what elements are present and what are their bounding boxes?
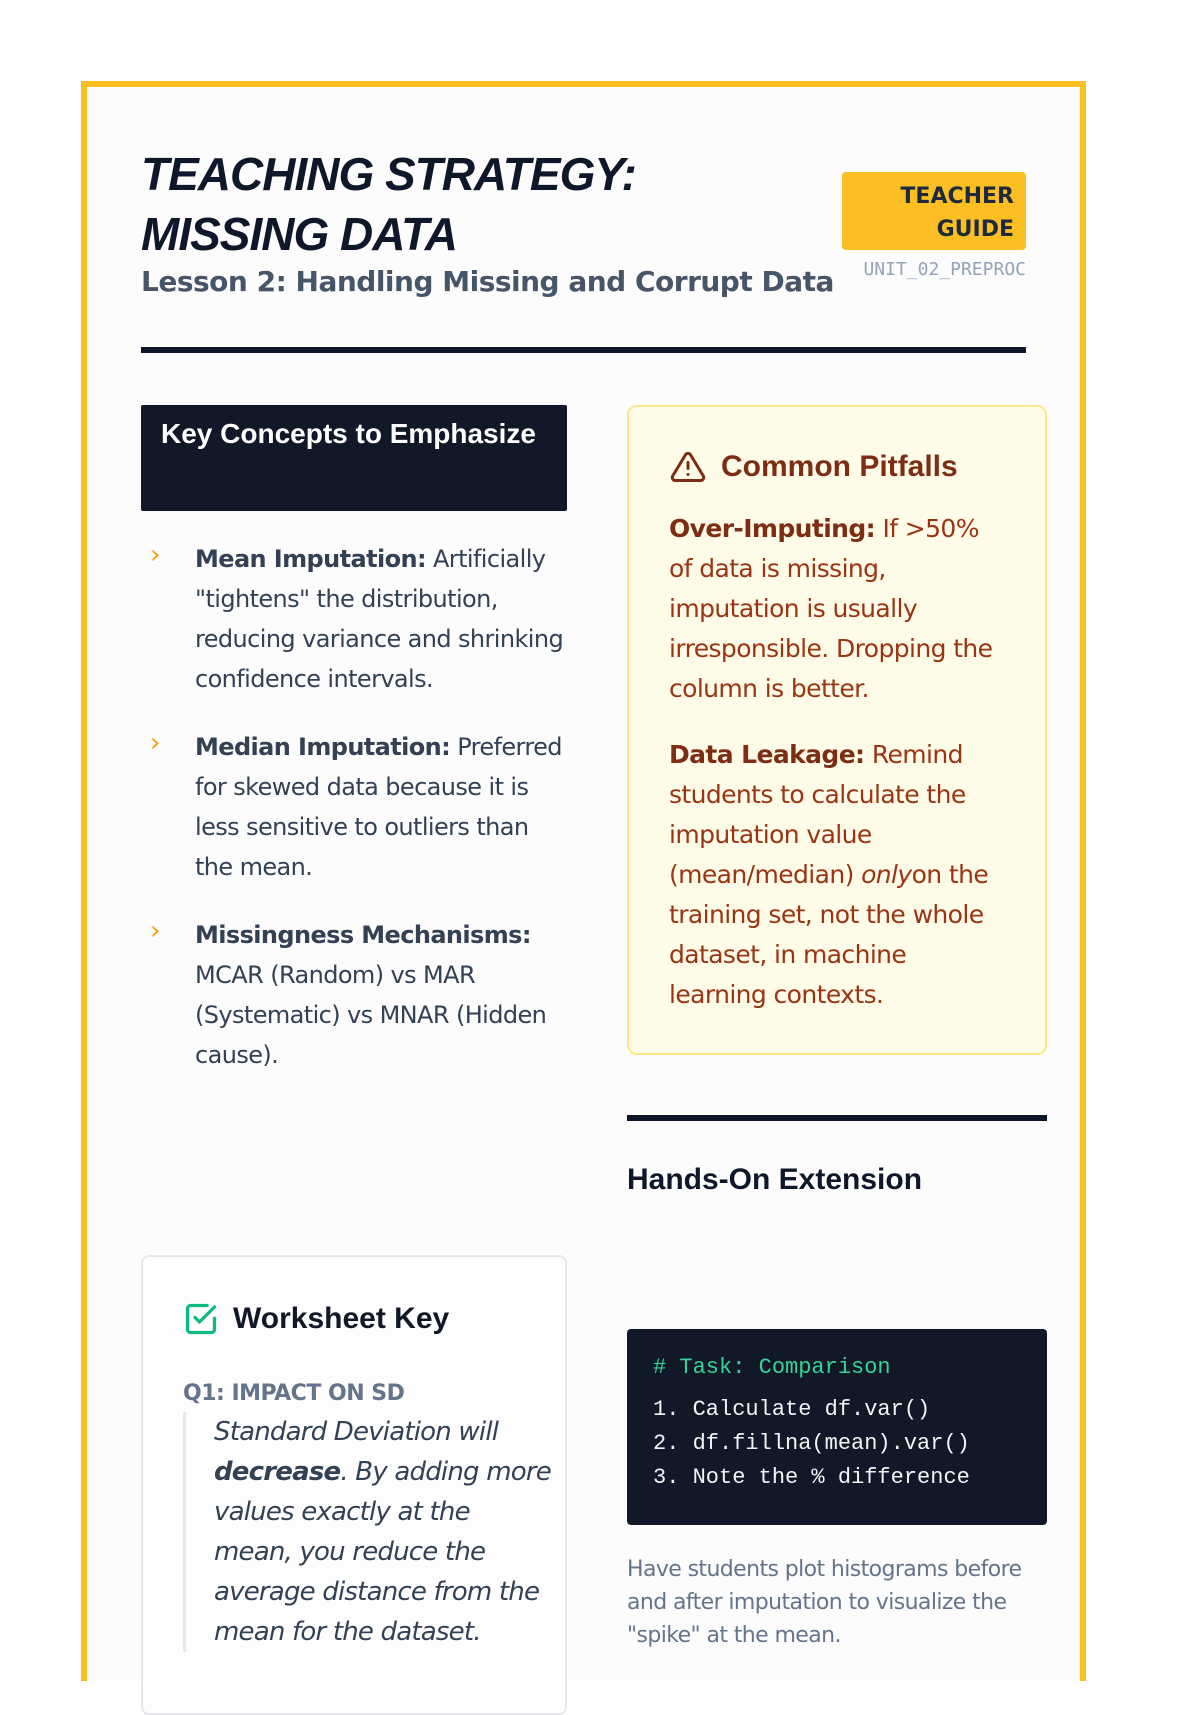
pitfalls-heading-text: Common Pitfalls bbox=[721, 450, 958, 483]
pitfalls-heading bbox=[669, 449, 1005, 485]
concept-term: Mean Imputation: bbox=[195, 545, 426, 573]
pitfall-emphasis: only bbox=[861, 860, 912, 889]
key-concepts-heading: Key Concepts to Emphasize bbox=[141, 405, 567, 511]
worksheet-answer bbox=[183, 1412, 554, 1652]
page-title bbox=[141, 144, 636, 264]
common-pitfalls-card bbox=[627, 405, 1047, 1055]
guide-frame bbox=[81, 81, 1086, 1681]
answer-emphasis: decrease bbox=[214, 1457, 341, 1487]
hands-on-heading: Hands-On Extension bbox=[627, 1163, 923, 1196]
concept-item bbox=[141, 915, 567, 1075]
answer-text-start: Standard Deviation will bbox=[214, 1417, 499, 1447]
chevron-right-icon: › bbox=[150, 728, 160, 758]
badge-line-1: TEACHER bbox=[900, 184, 1014, 209]
concept-item bbox=[141, 727, 567, 887]
badge-line-2: GUIDE bbox=[936, 217, 1014, 242]
right-column bbox=[627, 405, 1047, 1648]
pitfall-term: Over-Imputing: bbox=[669, 514, 876, 543]
lesson-subtitle: Lesson 2: Handling Missing and Corrupt Data bbox=[141, 265, 834, 298]
concept-term: Missingness Mechanisms: bbox=[195, 921, 531, 949]
worksheet-heading bbox=[183, 1301, 449, 1337]
concept-term: Median Imputation: bbox=[195, 733, 451, 761]
code-line: 2. df.fillna(mean).var() bbox=[653, 1431, 970, 1456]
header-divider bbox=[141, 347, 1026, 353]
pitfall-text: If >50% of data is missing, imputation is usually irresponsible. Dropping the column is better. bbox=[669, 514, 993, 703]
teacher-guide-badge bbox=[842, 172, 1026, 250]
pitfall-text-end: on the training set, not the whole dataset, in machine learning contexts. bbox=[669, 860, 989, 1009]
concept-text: Artificially "tightens" the distribution, reducing variance and shrinking confidence intervals. bbox=[195, 545, 564, 693]
pitfall-text-start: Remind students to calculate the imputation value (mean/median) bbox=[669, 740, 966, 889]
section-divider bbox=[627, 1115, 1047, 1121]
warning-triangle-icon bbox=[669, 449, 707, 485]
worksheet-question: Q1: IMPACT ON SD bbox=[183, 1381, 405, 1406]
code-line: 1. Calculate df.var() bbox=[653, 1397, 931, 1422]
pitfall-item bbox=[669, 509, 1005, 709]
unit-code: UNIT_02_PREPROC bbox=[863, 259, 1026, 280]
chevron-right-icon: › bbox=[150, 540, 160, 570]
worksheet-key-card bbox=[141, 1255, 567, 1715]
code-comment: # Task: Comparison bbox=[653, 1355, 891, 1380]
code-line: 3. Note the % difference bbox=[653, 1465, 970, 1490]
concept-text: Preferred for skewed data because it is less sensitive to outliers than the mean. bbox=[195, 733, 562, 881]
concept-item bbox=[141, 539, 567, 699]
pitfall-item bbox=[669, 735, 1005, 1015]
answer-text-end: . By adding more values exactly at the mean, you reduce the average distance from the mean for the dataset. bbox=[214, 1457, 551, 1647]
left-column bbox=[141, 405, 567, 1647]
title-line-2: MISSING DATA bbox=[141, 208, 457, 260]
worksheet-heading-text: Worksheet Key bbox=[233, 1302, 450, 1335]
pitfall-term: Data Leakage: bbox=[669, 740, 865, 769]
chevron-right-icon: › bbox=[150, 916, 160, 946]
title-line-1: TEACHING STRATEGY: bbox=[141, 148, 636, 200]
concept-text: MCAR (Random) vs MAR (Systematic) vs MNAR (Hidden cause). bbox=[195, 961, 547, 1069]
checkbox-checked-icon bbox=[183, 1301, 219, 1337]
extension-note: Have students plot histograms before and after imputation to visualize the "spike" at the mean. bbox=[627, 1557, 1022, 1648]
code-block bbox=[627, 1329, 1047, 1525]
